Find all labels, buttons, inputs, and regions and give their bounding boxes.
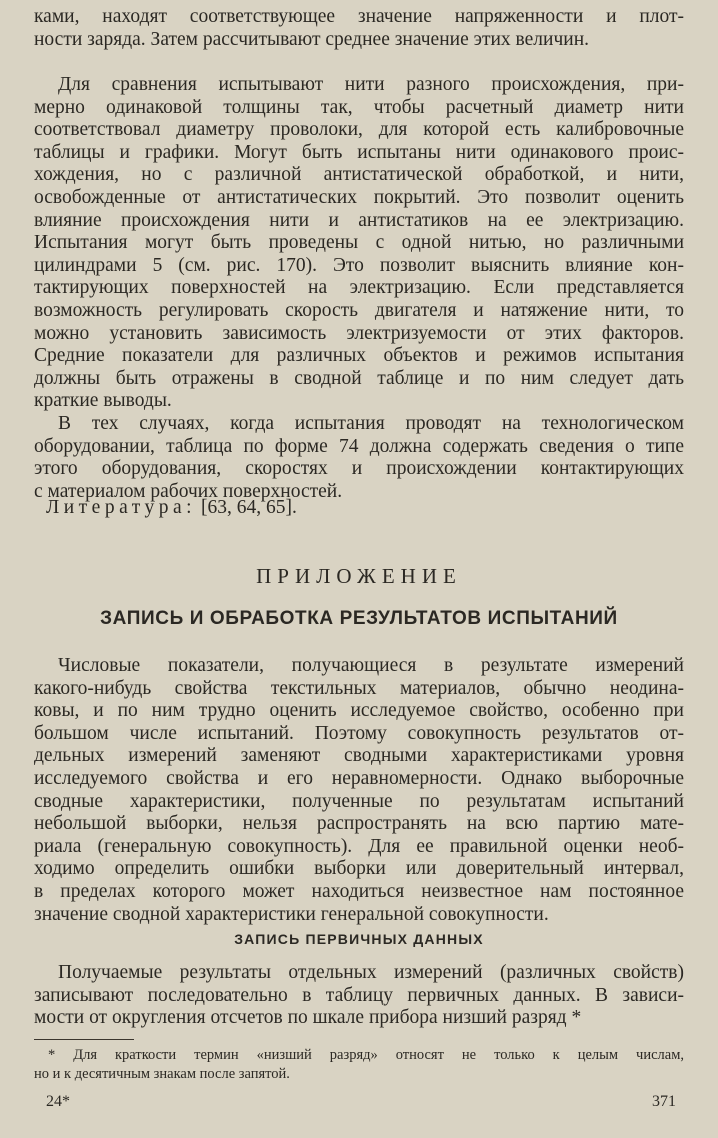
- appendix-label: ПРИЛОЖЕНИЕ: [256, 564, 462, 588]
- text-line: Для сравнения испытывают нити разного происхождения, при-: [58, 74, 684, 95]
- text-line: В тех случаях, когда испытания проводят на технологическом: [58, 413, 684, 434]
- text-line: в пределах которого может находиться неизвестное нам постоянное: [34, 880, 684, 902]
- text-line: ности заряда. Затем рассчитывают среднее значение этих величин.: [34, 28, 590, 50]
- text-line: ковы, и по ним трудно оценить исследуемое свойство, особенно при: [34, 700, 684, 722]
- text-line: таблицы и графики. Могут быть испытаны нити одинакового проис-: [34, 141, 684, 163]
- signature-mark: 24*: [46, 1093, 70, 1110]
- literature-reference: [46, 497, 297, 519]
- text-line: должны быть отражены в сводной таблице и по ним следует дать: [34, 367, 684, 389]
- text-line: какого-нибудь свойства текстильных материалов, обычно неодина-: [34, 677, 684, 699]
- paragraph-comparison: [34, 74, 684, 413]
- text-line: значение сводной характеристики генеральной совокупности.: [34, 903, 549, 925]
- text-line: соответствовал диаметру проволоки, для которой есть калибровочные: [34, 119, 684, 141]
- text-line: оборудовании, таблица по форме 74 должна содержать сведения о типе: [34, 435, 684, 457]
- appendix-title: ЗАПИСЬ И ОБРАБОТКА РЕЗУЛЬТАТОВ ИСПЫТАНИЙ: [100, 608, 618, 629]
- text-line: тактирующих поверхностей на электризацию. Если представляется: [34, 277, 684, 299]
- text-line: большом числе испытаний. Поэтому совокупность результатов от-: [34, 722, 684, 744]
- text-line: мости от округления отсчетов по шкале прибора низший разряд *: [34, 1007, 582, 1029]
- text-line: исследуемого свойства и его неравномерности. Однако выборочные: [34, 767, 684, 789]
- text-line: хождения, но с различной антистатической обработкой, и нити,: [34, 164, 684, 186]
- text-line: Числовые показатели, получающиеся в результате измерений: [58, 655, 684, 676]
- text-line: Получаемые результаты отдельных измерений (различных свойств): [58, 962, 684, 983]
- text-line: * Для краткости термин «низший разряд» относят не только к целым числам,: [48, 1047, 684, 1063]
- text-line: Средние показатели для различных объектов и режимов испытания: [34, 345, 684, 367]
- text-line: краткие выводы.: [34, 390, 172, 412]
- text-line: сводные характеристики, полученные по результатам испытаний: [34, 790, 684, 812]
- section-heading-primary-data: ЗАПИСЬ ПЕРВИЧНЫХ ДАННЫХ: [234, 931, 484, 947]
- text-line: ками, находят соответствующее значение напряженности и плот-: [34, 6, 684, 27]
- paragraph-appendix-intro: [34, 655, 684, 926]
- footnote-divider: [34, 1039, 134, 1040]
- text-line: Испытания могут быть проведены с одной нитью, но различными: [34, 232, 684, 254]
- text-line: ходимо определить ошибки выборки или доверительный интервал,: [34, 858, 684, 880]
- text-line: записывают последовательно в таблицу первичных данных. В зависи-: [34, 984, 684, 1006]
- paragraph-primary-data: [34, 962, 684, 1030]
- footnote: [34, 1046, 684, 1084]
- text-line: но и к десятичным знакам после запятой.: [34, 1066, 290, 1082]
- text-line: этого оборудования, скоростях и происхождении контактирующих: [34, 458, 684, 480]
- paragraph-continuation: [34, 6, 684, 51]
- text-line: риала (генеральную совокупность). Для ее правильной оценки необ-: [34, 835, 684, 857]
- text-line: дельных измерений заменяют сводными характеристиками уровня: [34, 745, 684, 767]
- text-line: влияние происхождения нити и антистатиков на ее электризацию.: [34, 209, 684, 231]
- text-line: освобожденные от антистатических покрытий. Это позволит оценить: [34, 186, 684, 208]
- text-line: возможность регулировать скорость двигателя и натяжение нити, то: [34, 299, 684, 321]
- text-line: цилиндрами 5 (см. рис. 170). Это позволит выяснить влияние кон-: [34, 254, 684, 276]
- text-line: с материалом рабочих поверхностей.: [34, 480, 343, 502]
- text-line: мерно одинаковой толщины так, чтобы расчетный диаметр нити: [34, 96, 684, 118]
- literature-refs: [63, 64, 65].: [200, 497, 297, 518]
- literature-label: Литература:: [46, 497, 197, 518]
- page-number: 371: [652, 1093, 676, 1110]
- paragraph-technological-equipment: [34, 413, 684, 503]
- text-line: небольшой выборки, нельзя распространять на всю партию мате-: [34, 813, 684, 835]
- text-line: можно установить зависимость электризуемости от этих факторов.: [34, 322, 684, 344]
